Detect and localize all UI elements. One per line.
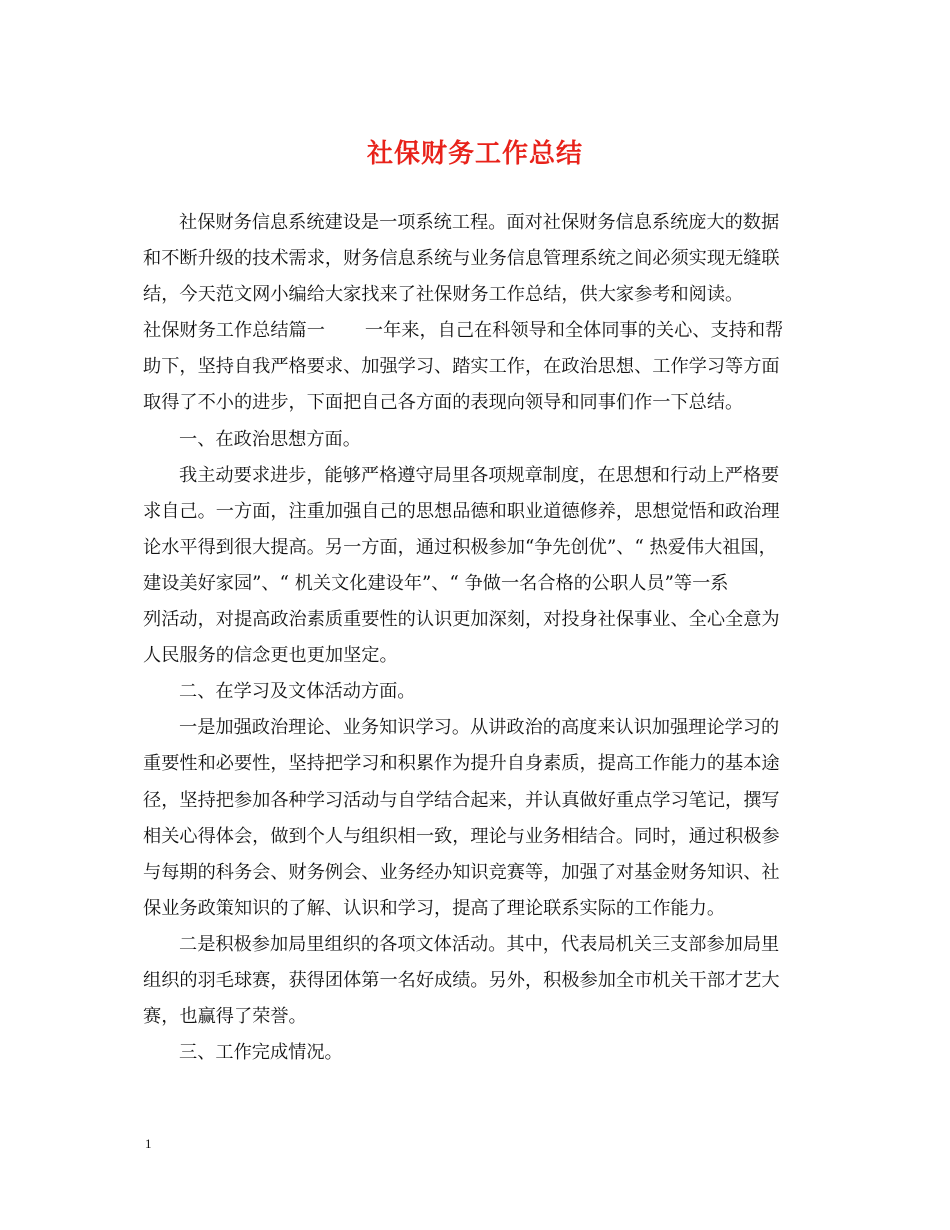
- text-line: 三、工作完成情况。: [179, 1042, 343, 1064]
- text-line: 相关心得体会，做到个人与组织相一致，理论与业务相结合。同时，通过积极参: [143, 825, 780, 847]
- text-line: [143, 313, 813, 349]
- text-line: 我主动要求进步，能够严格遵守局里各项规章制度，在思想和行动上严格要: [179, 464, 780, 486]
- text-line: 结，今天范文网小编给大家找来了社保财务工作总结，供大家参考和阅读。: [143, 284, 744, 306]
- text-line: 列活动，对提高政治素质重要性的认识更加深刻，对投身社保事业、全心全意为: [143, 609, 780, 631]
- text-line: 赛，也赢得了荣誉。: [143, 1006, 307, 1028]
- text-line: 二是积极参加局里组织的各项文体活动。其中，代表局机关三支部参加局里: [179, 933, 780, 955]
- text-line: 论水平得到很大提高。另一方面，通过积极参加“争先创优”、“ 热爱伟大祖国，: [143, 536, 777, 558]
- text-line: 建设美好家园”、“ 机关文化建设年”、“ 争做一名合格的公职人员”等一系: [143, 572, 729, 594]
- text-line: 取得了不小的进步，下面把自己各方面的表现向领导和同事们作一下总结。: [143, 392, 744, 414]
- text-line: 社保财务信息系统建设是一项系统工程。面对社保财务信息系统庞大的数据: [179, 212, 780, 233]
- text-line: 与每期的科务会、财务例会、业务经办知识竞赛等，加强了对基金财务知识、社: [143, 861, 780, 883]
- section-heading: 社保财务工作总结篇一: [143, 320, 325, 342]
- text-line: 二、在学习及文体活动方面。: [179, 681, 416, 703]
- document-title: 社保财务工作总结: [366, 139, 583, 169]
- text-line: 径，坚持把参加各种学习活动与自学结合起来，并认真做好重点学习笔记，撰写: [143, 789, 780, 811]
- text-line: 重要性和必要性，坚持把学习和积累作为提升自身素质，提高工作能力的基本途: [143, 753, 780, 775]
- text-line: 求自己。一方面，注重加强自己的思想品德和职业道德修养，思想觉悟和政治理: [143, 500, 780, 522]
- text-line: 一、在政治思想方面。: [179, 428, 361, 450]
- text-line: 保业务政策知识的了解、认识和学习，提高了理论联系实际的工作能力。: [143, 897, 726, 919]
- text-line: 一是加强政治理论、业务知识学习。从讲政治的高度来认识加强理论学习的: [179, 717, 780, 739]
- text-line: 和不断升级的技术需求，财务信息系统与业务信息管理系统之间必须实现无缝联: [143, 248, 780, 270]
- text-line: 组织的羽毛球赛，获得团体第一名好成绩。另外，积极参加全市机关干部才艺大: [143, 969, 780, 991]
- text-line: 人民服务的信念更也更加坚定。: [143, 645, 398, 667]
- page-number: 1: [145, 1136, 152, 1151]
- paragraph-text: 一年来，自己在科领导和全体同事的关心、支持和帮: [364, 320, 784, 342]
- document-body: [143, 205, 813, 1071]
- text-line: 助下，坚持自我严格要求、加强学习、踏实工作，在政治思想、工作学习等方面: [143, 356, 780, 378]
